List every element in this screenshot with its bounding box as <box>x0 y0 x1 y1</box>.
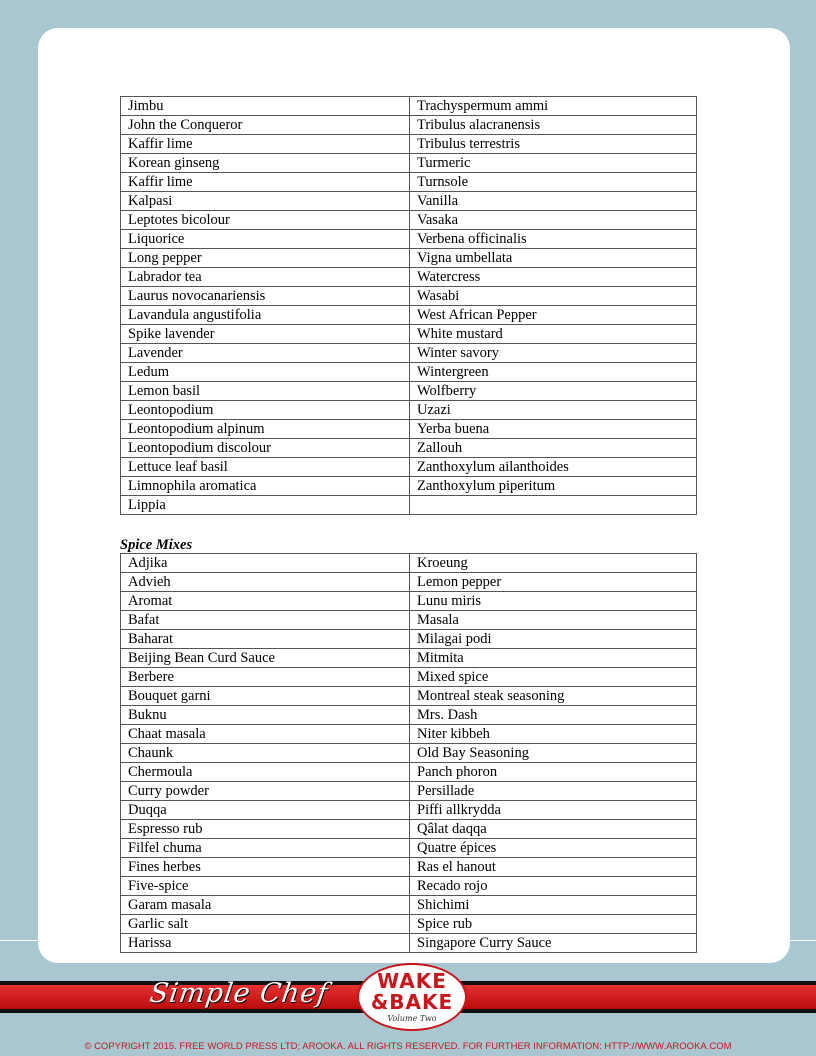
logo-line3: Volume Two <box>387 1014 437 1023</box>
copyright-notice: © COPYRIGHT 2015. FREE WORLD PRESS LTD; AROOKA. ALL RIGHTS RESERVED. FOR FURTHER INFORMATION: HTTP://WWW.AROOKA.COM <box>84 1041 732 1052</box>
table-row <box>121 97 697 116</box>
table-row <box>121 306 697 325</box>
table-row <box>121 401 697 420</box>
table-cell: Niter kibbeh <box>410 725 697 744</box>
table-row <box>121 801 697 820</box>
table-row <box>121 592 697 611</box>
table-row <box>121 725 697 744</box>
table-row <box>121 154 697 173</box>
table-row <box>121 915 697 934</box>
table-row <box>121 135 697 154</box>
table-cell: Korean ginseng <box>121 154 410 173</box>
table-cell: Kroeung <box>410 554 697 573</box>
table-row <box>121 649 697 668</box>
table-cell: Lettuce leaf basil <box>121 458 410 477</box>
table-cell: Uzazi <box>410 401 697 420</box>
table-cell: Ledum <box>121 363 410 382</box>
table-cell: Lippia <box>121 496 410 515</box>
table-cell: Filfel chuma <box>121 839 410 858</box>
table-cell: Mitmita <box>410 649 697 668</box>
table-row <box>121 116 697 135</box>
table-cell: Leontopodium discolour <box>121 439 410 458</box>
table-cell: Wintergreen <box>410 363 697 382</box>
table-row <box>121 706 697 725</box>
table-cell: Labrador tea <box>121 268 410 287</box>
table-cell: Wolfberry <box>410 382 697 401</box>
table-cell: Shichimi <box>410 896 697 915</box>
table-row <box>121 611 697 630</box>
table-row <box>121 420 697 439</box>
table-row <box>121 687 697 706</box>
table-row <box>121 630 697 649</box>
table-cell: Winter savory <box>410 344 697 363</box>
table-cell: Wasabi <box>410 287 697 306</box>
table-row <box>121 363 697 382</box>
table-row <box>121 287 697 306</box>
table-row <box>121 249 697 268</box>
table-cell: Kaffir lime <box>121 173 410 192</box>
table-cell: Jimbu <box>121 97 410 116</box>
table-cell: Long pepper <box>121 249 410 268</box>
table-cell: Garam masala <box>121 896 410 915</box>
table-row <box>121 211 697 230</box>
table-cell: Trachyspermum ammi <box>410 97 697 116</box>
table-cell: Spike lavender <box>121 325 410 344</box>
table-cell: Five-spice <box>121 877 410 896</box>
table-cell: Piffi allkrydda <box>410 801 697 820</box>
table-cell: Garlic salt <box>121 915 410 934</box>
table-cell: Tribulus alacranensis <box>410 116 697 135</box>
table-cell: Qâlat daqqa <box>410 820 697 839</box>
table-cell: Lavandula angustifolia <box>121 306 410 325</box>
spice-mixes-heading: Spice Mixes <box>120 537 193 553</box>
table-cell: Lemon basil <box>121 382 410 401</box>
table-cell: Zanthoxylum ailanthoides <box>410 458 697 477</box>
table-row <box>121 554 697 573</box>
table-cell: Curry powder <box>121 782 410 801</box>
table-cell: Harissa <box>121 934 410 953</box>
table-cell: Turnsole <box>410 173 697 192</box>
table-cell: Panch phoron <box>410 763 697 782</box>
table-cell: Spice rub <box>410 915 697 934</box>
table-row <box>121 496 697 515</box>
logo-line1: WAKE <box>377 969 447 993</box>
table-row <box>121 877 697 896</box>
table-cell: Zanthoxylum piperitum <box>410 477 697 496</box>
table-cell: Bouquet garni <box>121 687 410 706</box>
table-row <box>121 382 697 401</box>
spice-mixes-table <box>120 553 697 953</box>
table-cell: Chaunk <box>121 744 410 763</box>
table-cell: Leontopodium alpinum <box>121 420 410 439</box>
table-cell: Ras el hanout <box>410 858 697 877</box>
table-cell: Vigna umbellata <box>410 249 697 268</box>
table-cell: Beijing Bean Curd Sauce <box>121 649 410 668</box>
table-row <box>121 573 697 592</box>
table-cell: Mixed spice <box>410 668 697 687</box>
table-cell: Mrs. Dash <box>410 706 697 725</box>
table-cell: West African Pepper <box>410 306 697 325</box>
table-cell: Aromat <box>121 592 410 611</box>
table-row <box>121 477 697 496</box>
table-row <box>121 325 697 344</box>
table-cell: Turmeric <box>410 154 697 173</box>
table-cell: Lunu miris <box>410 592 697 611</box>
table-cell: Singapore Curry Sauce <box>410 934 697 953</box>
table-row <box>121 173 697 192</box>
table-cell: Limnophila aromatica <box>121 477 410 496</box>
table-cell: Milagai podi <box>410 630 697 649</box>
table-cell: Kalpasi <box>121 192 410 211</box>
table-cell: Laurus novocanariensis <box>121 287 410 306</box>
table-cell: Lavender <box>121 344 410 363</box>
table-cell: Leontopodium <box>121 401 410 420</box>
table-row <box>121 439 697 458</box>
table-cell: Recado rojo <box>410 877 697 896</box>
table-row <box>121 458 697 477</box>
table-cell: Kaffir lime <box>121 135 410 154</box>
table-row <box>121 344 697 363</box>
table-cell: Bafat <box>121 611 410 630</box>
table-cell: Chaat masala <box>121 725 410 744</box>
table-cell: Liquorice <box>121 230 410 249</box>
table-row <box>121 763 697 782</box>
wake-bake-logo <box>357 963 467 1031</box>
logo-line2: &BAKE <box>370 990 454 1014</box>
table-cell: Old Bay Seasoning <box>410 744 697 763</box>
table-cell: Espresso rub <box>121 820 410 839</box>
table-row <box>121 858 697 877</box>
table-cell: Fines herbes <box>121 858 410 877</box>
table-row <box>121 896 697 915</box>
table-row <box>121 839 697 858</box>
table-cell: Leptotes bicolour <box>121 211 410 230</box>
table-cell: Verbena officinalis <box>410 230 697 249</box>
table-cell: Montreal steak seasoning <box>410 687 697 706</box>
table-cell: White mustard <box>410 325 697 344</box>
table-row <box>121 820 697 839</box>
herbs-table <box>120 96 697 515</box>
table-cell: Watercress <box>410 268 697 287</box>
table-cell: Tribulus terrestris <box>410 135 697 154</box>
table-cell: Zallouh <box>410 439 697 458</box>
table-row <box>121 782 697 801</box>
table-cell: Buknu <box>121 706 410 725</box>
table-row <box>121 744 697 763</box>
table-cell: Yerba buena <box>410 420 697 439</box>
table-row <box>121 268 697 287</box>
table-cell: Advieh <box>121 573 410 592</box>
table-cell: Chermoula <box>121 763 410 782</box>
table-cell: Berbere <box>121 668 410 687</box>
table-cell: Duqqa <box>121 801 410 820</box>
table-cell: Quatre épices <box>410 839 697 858</box>
table-row <box>121 934 697 953</box>
table-cell: Lemon pepper <box>410 573 697 592</box>
table-row <box>121 192 697 211</box>
brand-logotype: Simple Chef <box>147 978 331 1009</box>
table-cell: Baharat <box>121 630 410 649</box>
table-cell: Masala <box>410 611 697 630</box>
table-cell: Vanilla <box>410 192 697 211</box>
table-cell <box>410 496 697 515</box>
table-row <box>121 668 697 687</box>
table-cell: Persillade <box>410 782 697 801</box>
table-cell: Vasaka <box>410 211 697 230</box>
table-cell: Adjika <box>121 554 410 573</box>
table-row <box>121 230 697 249</box>
table-cell: John the Conqueror <box>121 116 410 135</box>
